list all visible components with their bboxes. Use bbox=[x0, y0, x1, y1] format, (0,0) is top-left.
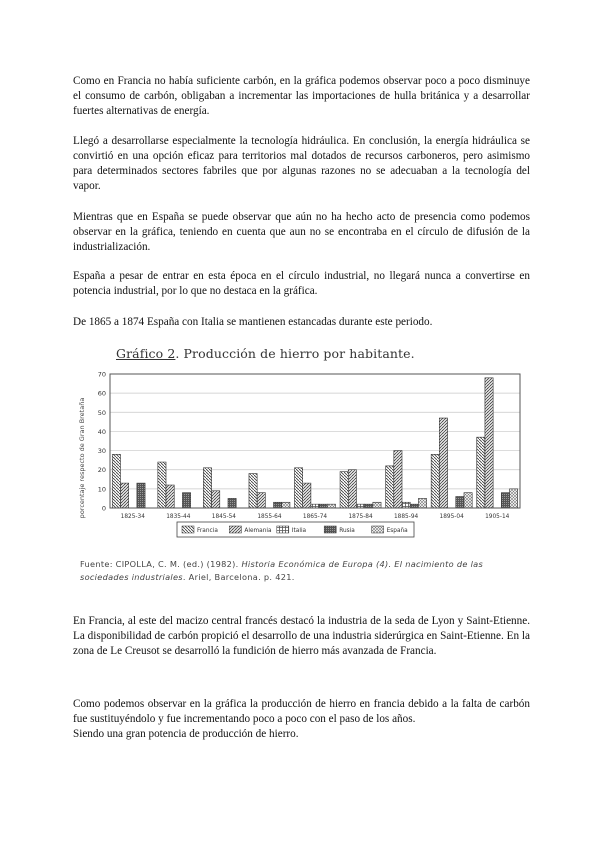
bar-rusia-1875-84 bbox=[365, 504, 373, 508]
paragraph-produccion-text: Como podemos observar en la gráfica la producción de hierro en francia debido a la falta de carbón fue sustituyéndolo y fue incrementando poco a poco con el paso de los años. bbox=[73, 698, 530, 725]
bar-italia-1865-74 bbox=[311, 504, 319, 508]
y-axis-label: porcentaje respecto de Gran Bretaña bbox=[78, 397, 86, 519]
bar-alemania-1905-14 bbox=[485, 378, 493, 508]
y-tick-label: 50 bbox=[97, 408, 106, 417]
paragraph-espana-potencia: España a pesar de entrar en esta época en el círculo industrial, no llegará nunca a convertirse en potencia industrial, por lo que no destaca en la gráfica. bbox=[73, 270, 530, 297]
bar-italia-1885-94 bbox=[402, 502, 410, 508]
bar-españa-1875-84 bbox=[373, 502, 381, 508]
x-tick-label: 1865-74 bbox=[302, 514, 328, 520]
bar-rusia-1905-14 bbox=[501, 493, 509, 508]
paragraph-espana-presencia: Mientras que en España se puede observar que aún no ha hecho acto de presencia como podemos observar en la gráfica, teniendo en cuenta que aun no se encontraba en el círculo de difusión de la industrialización. bbox=[73, 211, 530, 253]
legend-swatch-francia bbox=[182, 526, 194, 533]
bar-francia-1845-54 bbox=[203, 468, 211, 508]
bar-rusia-1825-34 bbox=[137, 483, 145, 508]
bar-francia-1905-14 bbox=[477, 437, 485, 508]
caption-italic: Historia Económica de Europa (4). El nacimiento de las sociedades industriales bbox=[80, 559, 484, 582]
y-tick-label: 10 bbox=[97, 485, 106, 494]
x-tick-label: 1825-34 bbox=[120, 514, 145, 520]
paragraph-espana-italia: De 1865 a 1874 España con Italia se mantienen estancadas durante este periodo. bbox=[73, 316, 433, 328]
chart-title-label: Gráfico 2 bbox=[116, 346, 176, 361]
chart-title bbox=[116, 346, 415, 361]
bar-alemania-1875-84 bbox=[348, 470, 356, 508]
legend-swatch-alemania bbox=[229, 526, 241, 533]
bar-rusia-1845-54 bbox=[228, 498, 236, 508]
bar-chart bbox=[74, 370, 532, 580]
bar-alemania-1865-74 bbox=[303, 483, 311, 508]
bar-francia-1885-94 bbox=[386, 466, 394, 508]
legend-label-españa: España bbox=[386, 528, 408, 534]
legend-label-rusia: Rusia bbox=[339, 528, 355, 534]
x-tick-label: 1905-14 bbox=[485, 514, 510, 520]
bars bbox=[112, 378, 517, 508]
bar-españa-1885-94 bbox=[418, 498, 426, 508]
y-tick-label: 20 bbox=[97, 466, 106, 475]
legend-swatch-italia bbox=[277, 526, 289, 533]
legend-label-francia: Francia bbox=[197, 528, 218, 534]
bar-alemania-1835-44 bbox=[166, 485, 174, 508]
bar-rusia-1855-64 bbox=[274, 502, 282, 508]
chart-title-text: . Producción de hierro por habitante. bbox=[175, 346, 415, 361]
grid-lines bbox=[110, 393, 520, 489]
bar-francia-1855-64 bbox=[249, 474, 257, 508]
legend-label-italia: Italia bbox=[291, 528, 307, 534]
caption-suffix: . Ariel, Barcelona. p. 421. bbox=[182, 572, 295, 582]
x-tick-label: 1895-04 bbox=[439, 514, 464, 520]
y-tick-label: 60 bbox=[97, 389, 106, 398]
legend bbox=[177, 522, 414, 537]
bar-francia-1865-74 bbox=[295, 468, 303, 508]
bar-alemania-1895-04 bbox=[439, 418, 447, 508]
figure-caption bbox=[80, 558, 532, 584]
bar-españa-1905-14 bbox=[510, 489, 518, 508]
y-tick-label: 30 bbox=[97, 447, 106, 456]
bar-españa-1865-74 bbox=[327, 504, 335, 508]
x-tick-label: 1855-64 bbox=[257, 514, 282, 520]
bar-alemania-1845-54 bbox=[212, 491, 220, 508]
bar-francia-1875-84 bbox=[340, 472, 348, 508]
bar-españa-1855-64 bbox=[282, 502, 290, 508]
paragraph-potencia-text: Siendo una gran potencia de producción de hierro. bbox=[73, 728, 299, 740]
bar-españa-1895-04 bbox=[464, 493, 472, 508]
paragraph-produccion-hierro bbox=[73, 697, 530, 742]
x-tick-label: 1845-54 bbox=[211, 514, 237, 520]
bar-italia-1875-84 bbox=[356, 504, 364, 508]
y-axis-ticks bbox=[98, 371, 106, 513]
bar-rusia-1885-94 bbox=[410, 504, 418, 508]
bar-alemania-1855-64 bbox=[257, 493, 265, 508]
bar-rusia-1835-44 bbox=[182, 493, 190, 508]
legend-swatch-rusia bbox=[324, 526, 336, 533]
bar-francia-1835-44 bbox=[158, 462, 166, 508]
x-tick-label: 1875-84 bbox=[348, 514, 373, 520]
y-tick-label: 0 bbox=[101, 504, 106, 513]
paragraph-francia-carbon: Como en Francia no había suficiente carbón, en la gráfica podemos observar poco a poco disminuye el consumo de carbón, obligaban a incrementar las importaciones de hulla británica y a desarrollar fuertes alternativas de energía. bbox=[73, 75, 530, 117]
bar-alemania-1885-94 bbox=[394, 451, 402, 508]
y-tick-label: 70 bbox=[97, 370, 106, 379]
x-axis-ticks bbox=[121, 514, 510, 520]
y-tick-label: 40 bbox=[97, 427, 106, 436]
caption-prefix: Fuente: CIPOLLA, C. M. (ed.) (1982). bbox=[80, 559, 242, 569]
bar-francia-1895-04 bbox=[431, 454, 439, 508]
x-tick-label: 1835-44 bbox=[166, 514, 191, 520]
legend-swatch-españa bbox=[372, 526, 384, 533]
bar-rusia-1895-04 bbox=[456, 497, 464, 508]
bar-alemania-1825-34 bbox=[120, 483, 128, 508]
bar-rusia-1865-74 bbox=[319, 504, 327, 508]
x-tick-label: 1885-94 bbox=[393, 514, 419, 520]
bar-francia-1825-34 bbox=[112, 454, 120, 508]
paragraph-francia-industria: En Francia, al este del macizo central francés destacó la industria de la seda de Lyon y Saint-Etienne. La disponibilidad de carbón propició el desarrollo de una industria siderúrgica en Saint-Etienne. En la zona de Le Creusot se desarrolló la fundición de hierro más avanzada de Francia. bbox=[73, 615, 530, 657]
legend-label-alemania: Alemania bbox=[244, 528, 272, 534]
paragraph-tecnologia-hidraulica: Llegó a desarrollarse especialmente la tecnología hidráulica. En conclusión, la energía hidráulica se convirtió en una opción eficaz para territorios mal dotados de recursos carboneros, pero asimismo para determinados sectores fabriles que por algunas razones no se adecuaban a la tecnología del vapor. bbox=[73, 135, 530, 192]
